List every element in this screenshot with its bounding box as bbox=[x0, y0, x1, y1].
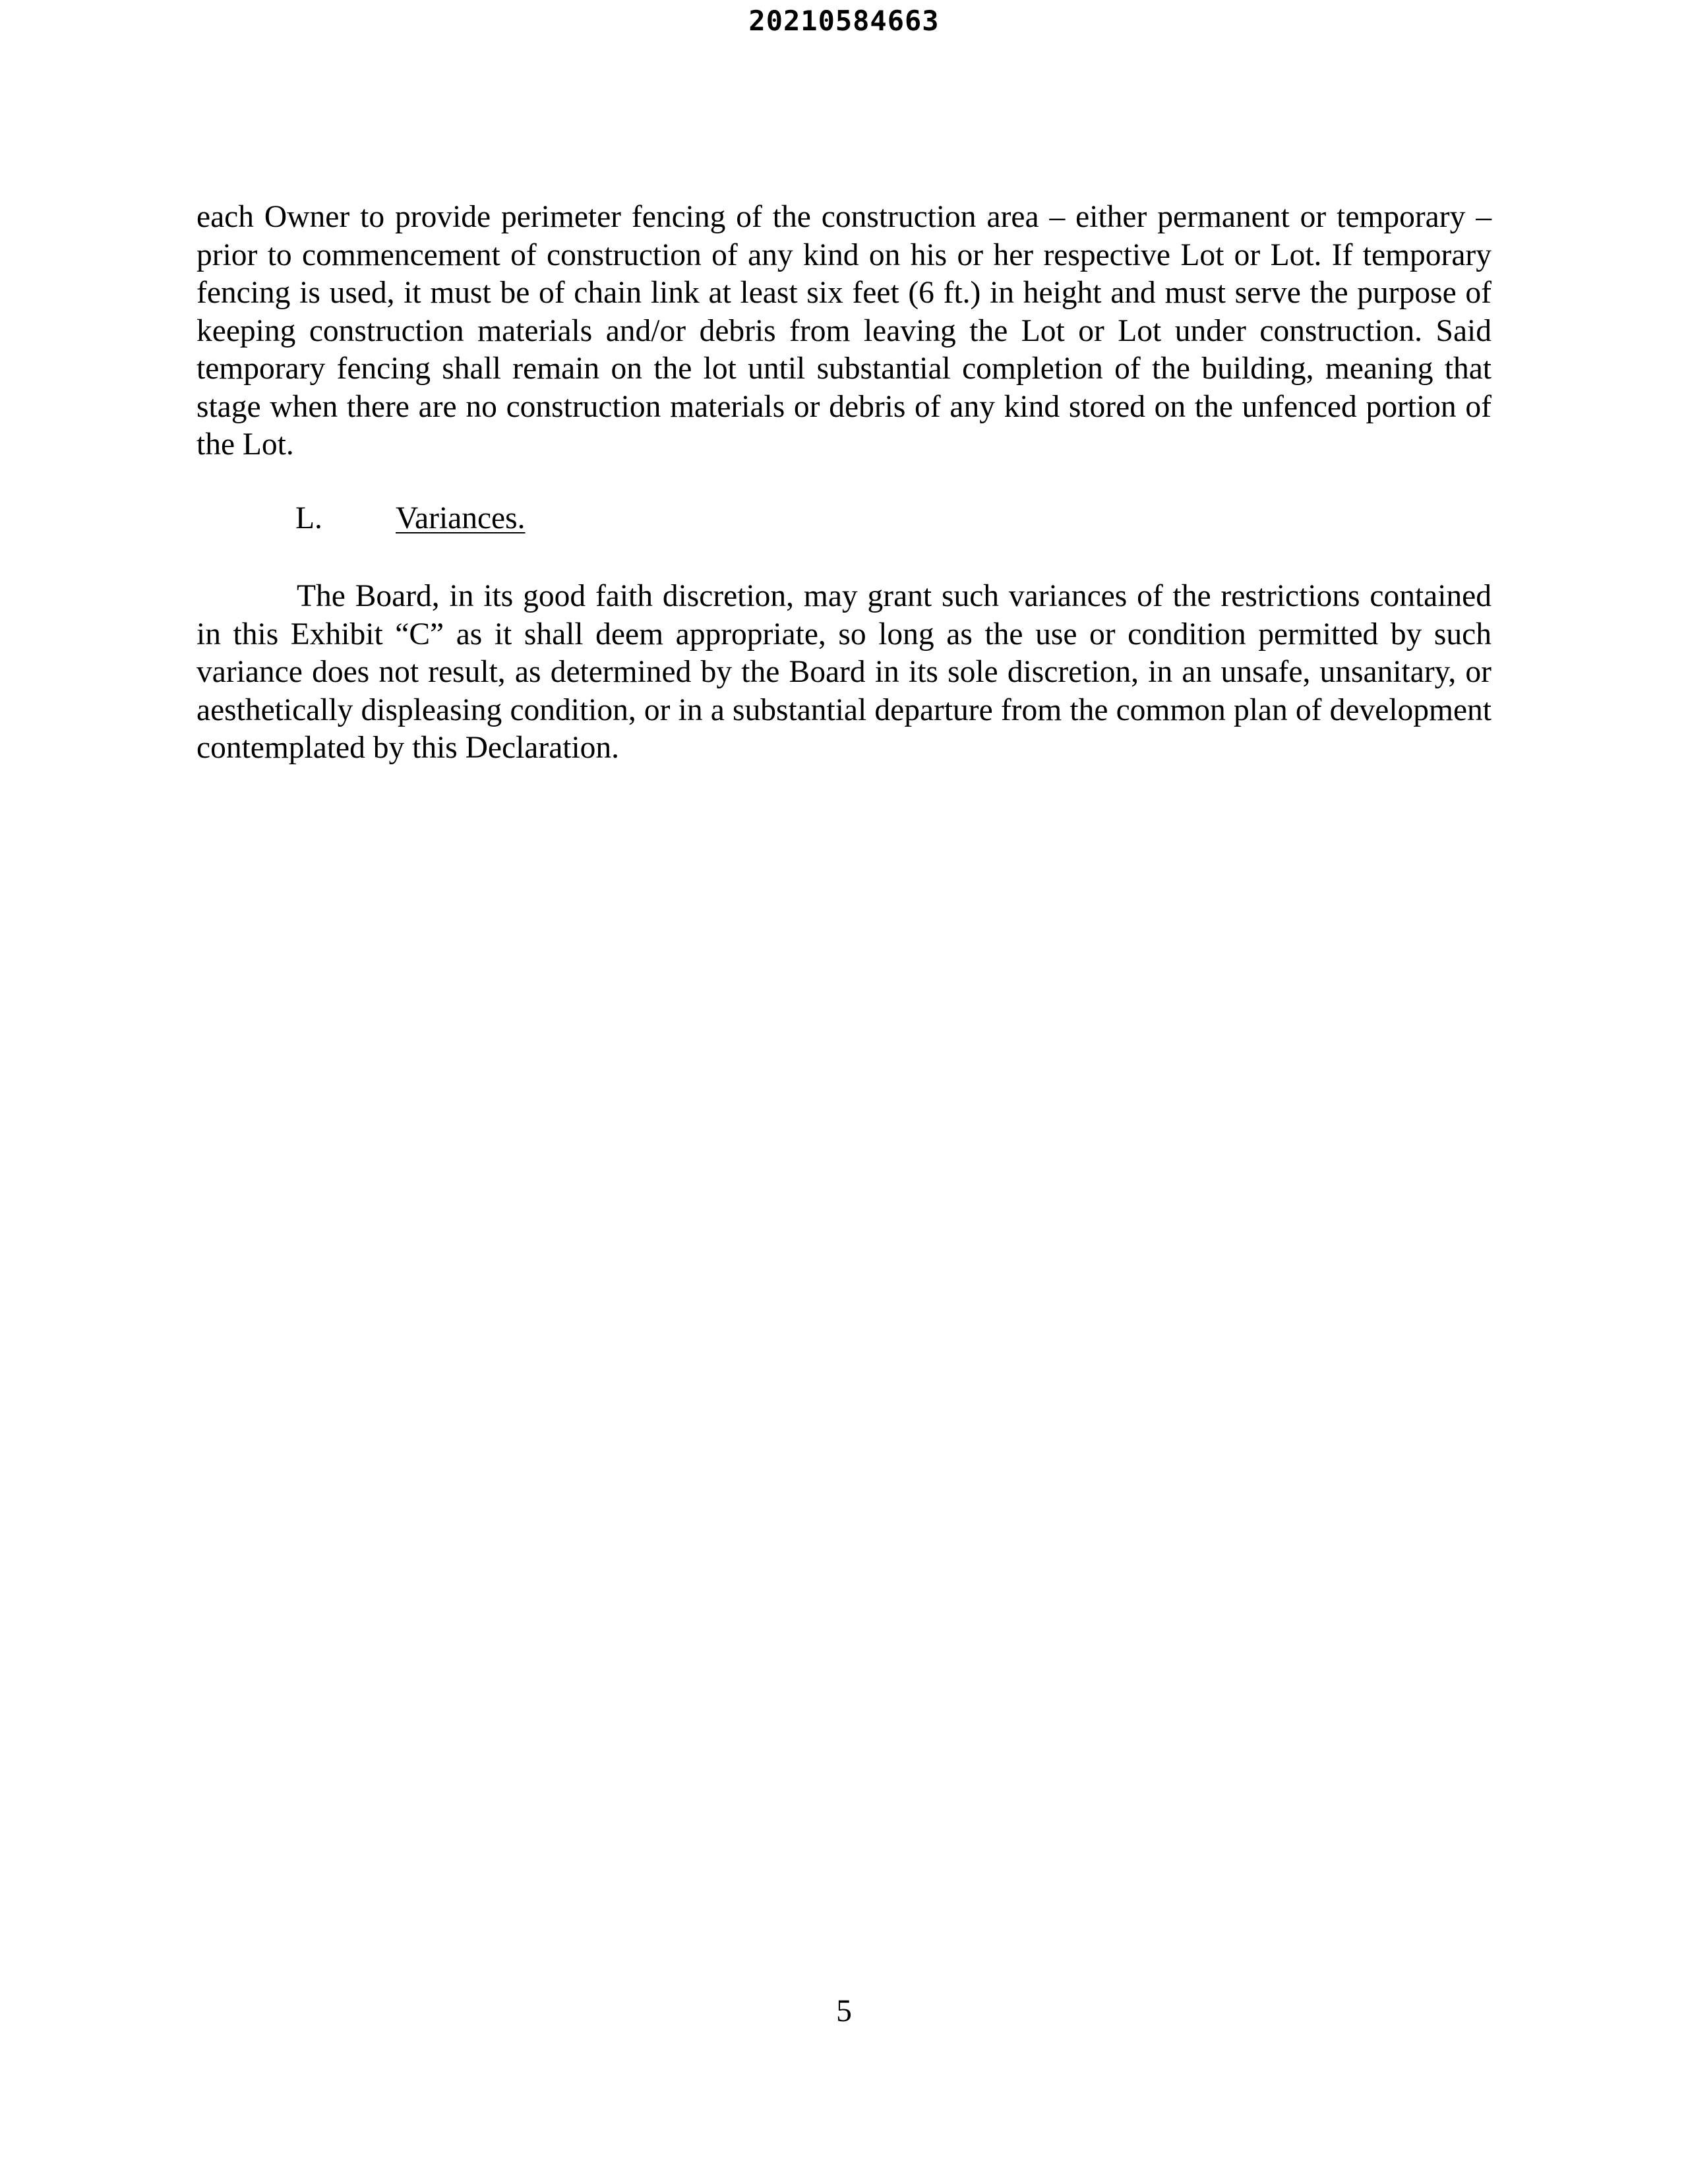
section-heading bbox=[295, 500, 526, 538]
document-number: 20210584663 bbox=[748, 5, 940, 37]
paragraph-variances: The Board, in its good faith discretion, may grant such variances of the restrictions contained in this Exhibit “C” as it shall deem appropriate, so long as the use or condition permitted by such variance does not result, as determined by the Board in its sole discretion, in an unsafe, unsanitary, or aesthetically displeasing condition, or in a substantial departure from the common plan of development contemplated by this Declaration. bbox=[196, 579, 1492, 765]
section-title: Variances. bbox=[396, 501, 526, 535]
paragraph-fencing-continuation: each Owner to provide perimeter fencing of the construction area – either permanent or temporary – prior to commencement of construction of any kind on his or her respective Lot or Lot. If temporary fencing is used, it must be of chain link at least six feet (6 ft.) in height and must serve the purpose of keeping construction materials and/or debris from leaving the Lot or Lot under construction. Said temporary fencing shall remain on the lot until substantial completion of the building, meaning that stage when there are no construction materials or debris of any kind stored on the unfenced portion of the Lot. bbox=[196, 200, 1492, 462]
section-letter: L. bbox=[295, 501, 322, 535]
page-number: 5 bbox=[836, 1994, 852, 2028]
